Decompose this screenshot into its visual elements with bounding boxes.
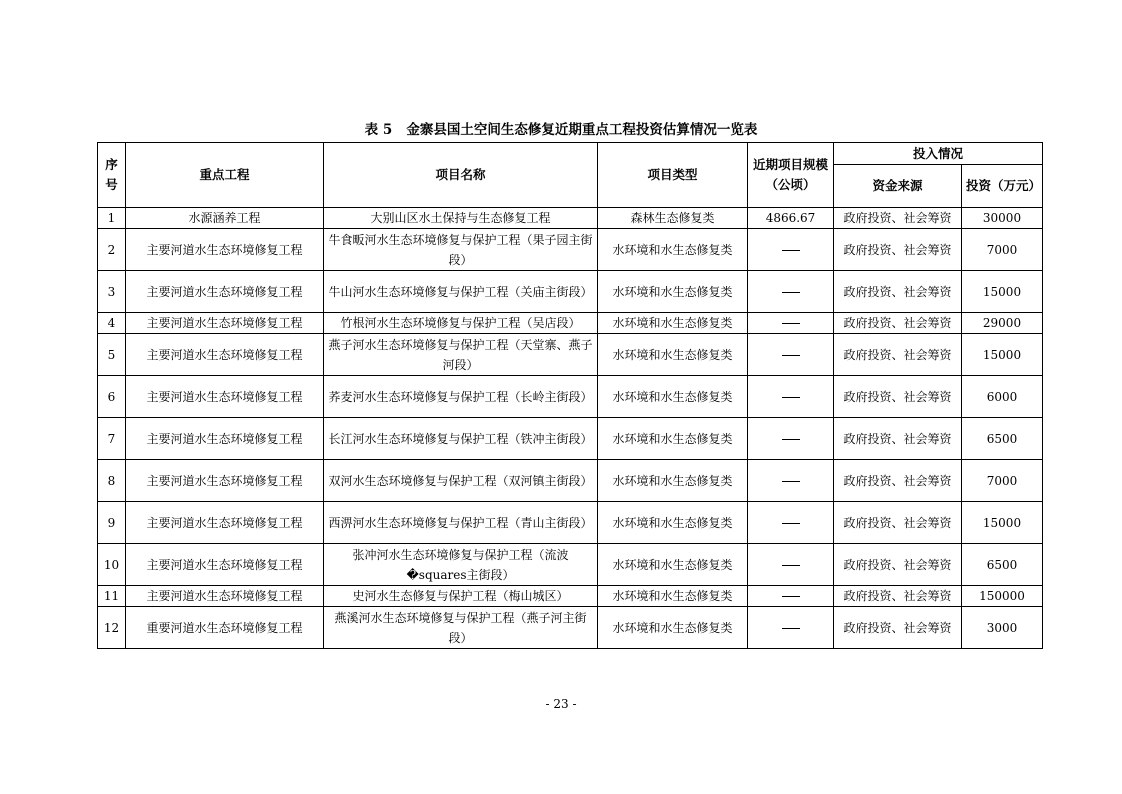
table-row xyxy=(98,460,1043,502)
cell-seq: 3 xyxy=(98,271,126,313)
cell-type: 水环境和水生态修复类 xyxy=(598,229,748,271)
cell-investment: 7000 xyxy=(962,229,1043,271)
cell-scale xyxy=(748,607,834,649)
cell-project: 主要河道水生态环境修复工程 xyxy=(126,586,324,607)
cell-name: 荞麦河水生态环境修复与保护工程（长岭主街段） xyxy=(324,376,598,418)
cell-name: 西淠河水生态环境修复与保护工程（青山主街段） xyxy=(324,502,598,544)
cell-seq: 1 xyxy=(98,208,126,229)
cell-type: 水环境和水生态修复类 xyxy=(598,418,748,460)
cell-fund-source: 政府投资、社会筹资 xyxy=(834,460,962,502)
cell-scale xyxy=(748,313,834,334)
cell-fund-source: 政府投资、社会筹资 xyxy=(834,586,962,607)
table-row xyxy=(98,271,1043,313)
dash-mark xyxy=(782,439,800,440)
cell-scale xyxy=(748,586,834,607)
cell-type: 水环境和水生态修复类 xyxy=(598,334,748,376)
cell-seq: 2 xyxy=(98,229,126,271)
cell-project: 主要河道水生态环境修复工程 xyxy=(126,313,324,334)
cell-investment: 6000 xyxy=(962,376,1043,418)
table-row xyxy=(98,502,1043,544)
cell-fund-source: 政府投资、社会筹资 xyxy=(834,418,962,460)
cell-scale xyxy=(748,502,834,544)
cell-fund-source: 政府投资、社会筹资 xyxy=(834,271,962,313)
cell-name: 牛山河水生态环境修复与保护工程（关庙主街段） xyxy=(324,271,598,313)
cell-investment: 29000 xyxy=(962,313,1043,334)
cell-type: 水环境和水生态修复类 xyxy=(598,544,748,586)
cell-seq: 4 xyxy=(98,313,126,334)
header-row-1 xyxy=(98,143,1043,165)
cell-name: 燕子河水生态环境修复与保护工程（天堂寨、燕子河段） xyxy=(324,334,598,376)
cell-name: 长江河水生态环境修复与保护工程（铁冲主街段） xyxy=(324,418,598,460)
cell-scale xyxy=(748,271,834,313)
cell-scale xyxy=(748,376,834,418)
cell-seq: 8 xyxy=(98,460,126,502)
table-row xyxy=(98,229,1043,271)
dash-mark xyxy=(782,292,800,293)
cell-seq: 9 xyxy=(98,502,126,544)
dash-mark xyxy=(782,323,800,324)
cell-project: 主要河道水生态环境修复工程 xyxy=(126,544,324,586)
cell-seq: 10 xyxy=(98,544,126,586)
cell-name: 竹根河水生态环境修复与保护工程（吴店段） xyxy=(324,313,598,334)
dash-mark xyxy=(782,523,800,524)
investment-table xyxy=(97,142,1043,649)
cell-scale xyxy=(748,334,834,376)
cell-scale xyxy=(748,460,834,502)
cell-seq: 12 xyxy=(98,607,126,649)
header-scale: 近期项目规模（公顷） xyxy=(748,143,834,208)
cell-seq: 7 xyxy=(98,418,126,460)
cell-name: 牛食畈河水生态环境修复与保护工程（果子园主街段） xyxy=(324,229,598,271)
dash-mark xyxy=(782,481,800,482)
dash-mark xyxy=(782,250,800,251)
cell-type: 水环境和水生态修复类 xyxy=(598,313,748,334)
cell-investment: 15000 xyxy=(962,502,1043,544)
cell-project: 主要河道水生态环境修复工程 xyxy=(126,229,324,271)
cell-project: 主要河道水生态环境修复工程 xyxy=(126,376,324,418)
cell-fund-source: 政府投资、社会筹资 xyxy=(834,229,962,271)
cell-fund-source: 政府投资、社会筹资 xyxy=(834,313,962,334)
cell-type: 水环境和水生态修复类 xyxy=(598,460,748,502)
dash-mark xyxy=(782,397,800,398)
table-row xyxy=(98,418,1043,460)
cell-name: 双河水生态环境修复与保护工程（双河镇主街段） xyxy=(324,460,598,502)
header-investment: 投资（万元） xyxy=(962,165,1043,208)
cell-name: 大别山区水土保持与生态修复工程 xyxy=(324,208,598,229)
table-row xyxy=(98,334,1043,376)
cell-fund-source: 政府投资、社会筹资 xyxy=(834,607,962,649)
cell-fund-source: 政府投资、社会筹资 xyxy=(834,208,962,229)
header-name: 项目名称 xyxy=(324,143,598,208)
cell-investment: 150000 xyxy=(962,586,1043,607)
cell-type: 水环境和水生态修复类 xyxy=(598,376,748,418)
cell-name: 史河水生态修复与保护工程（梅山城区） xyxy=(324,586,598,607)
cell-fund-source: 政府投资、社会筹资 xyxy=(834,334,962,376)
table-row xyxy=(98,376,1043,418)
cell-investment: 30000 xyxy=(962,208,1043,229)
cell-project: 主要河道水生态环境修复工程 xyxy=(126,502,324,544)
cell-scale: 4866.67 xyxy=(748,208,834,229)
table-row xyxy=(98,544,1043,586)
dash-mark xyxy=(782,355,800,356)
cell-scale xyxy=(748,229,834,271)
cell-project: 主要河道水生态环境修复工程 xyxy=(126,418,324,460)
dash-mark xyxy=(782,628,800,629)
cell-name: 张冲河水生态环境修复与保护工程（流波�squares主街段） xyxy=(324,544,598,586)
cell-fund-source: 政府投资、社会筹资 xyxy=(834,502,962,544)
cell-investment: 3000 xyxy=(962,607,1043,649)
cell-seq: 11 xyxy=(98,586,126,607)
table-row xyxy=(98,313,1043,334)
cell-investment: 6500 xyxy=(962,418,1043,460)
cell-project: 水源涵养工程 xyxy=(126,208,324,229)
header-seq: 序号 xyxy=(98,143,126,208)
cell-type: 水环境和水生态修复类 xyxy=(598,271,748,313)
cell-type: 水环境和水生态修复类 xyxy=(598,586,748,607)
cell-name: 燕溪河水生态环境修复与保护工程（燕子河主街段） xyxy=(324,607,598,649)
table-row xyxy=(98,208,1043,229)
cell-type: 水环境和水生态修复类 xyxy=(598,607,748,649)
cell-project: 主要河道水生态环境修复工程 xyxy=(126,460,324,502)
cell-investment: 7000 xyxy=(962,460,1043,502)
cell-fund-source: 政府投资、社会筹资 xyxy=(834,376,962,418)
header-type: 项目类型 xyxy=(598,143,748,208)
cell-type: 水环境和水生态修复类 xyxy=(598,502,748,544)
page-number: - 23 - xyxy=(545,697,577,711)
table-title: 表 5 金寨县国土空间生态修复近期重点工程投资估算情况一览表 xyxy=(364,122,758,138)
cell-scale xyxy=(748,418,834,460)
cell-investment: 6500 xyxy=(962,544,1043,586)
cell-type: 森林生态修复类 xyxy=(598,208,748,229)
cell-investment: 15000 xyxy=(962,271,1043,313)
header-fund-source: 资金来源 xyxy=(834,165,962,208)
table-body xyxy=(98,208,1043,649)
dash-mark xyxy=(782,596,800,597)
dash-mark xyxy=(782,565,800,566)
header-invest-group: 投入情况 xyxy=(834,143,1043,165)
cell-project: 主要河道水生态环境修复工程 xyxy=(126,334,324,376)
cell-seq: 6 xyxy=(98,376,126,418)
table-row xyxy=(98,607,1043,649)
table-row xyxy=(98,586,1043,607)
cell-project: 重要河道水生态环境修复工程 xyxy=(126,607,324,649)
header-project: 重点工程 xyxy=(126,143,324,208)
cell-scale xyxy=(748,544,834,586)
cell-seq: 5 xyxy=(98,334,126,376)
cell-project: 主要河道水生态环境修复工程 xyxy=(126,271,324,313)
cell-fund-source: 政府投资、社会筹资 xyxy=(834,544,962,586)
cell-investment: 15000 xyxy=(962,334,1043,376)
